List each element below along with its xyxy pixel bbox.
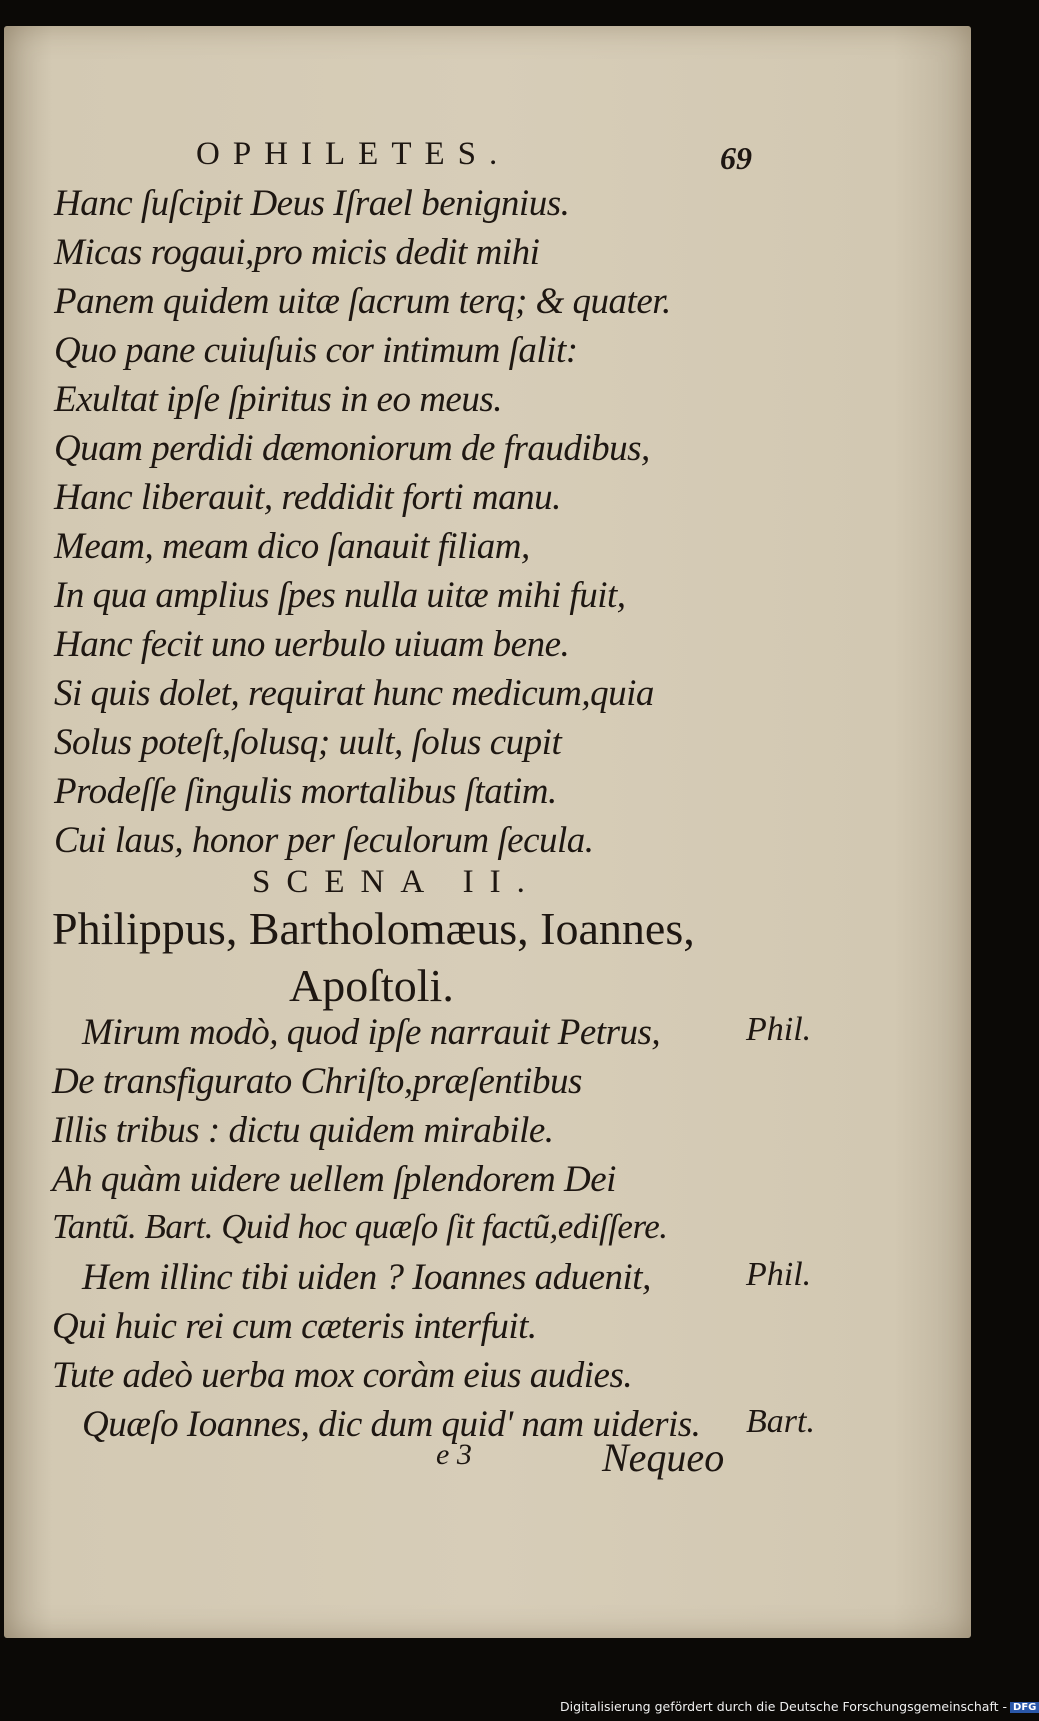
verse-line: Qui huic rei cum cæteris interfuit. [52,1306,537,1347]
catchword: Nequeo [602,1435,725,1480]
verse-line: Tute adeò uerba mox coràm eius audies. [52,1355,633,1396]
verse-line: Meam, meam dico ſanauit filiam, [54,526,530,567]
verse-line: Ah quàm uidere uellem ſplendorem Dei [52,1159,616,1200]
verse-line: Mirum modò, quod ipſe narrauit Petrus, [82,1012,661,1053]
verse-line: Illis tribus : dictu quidem mirabile. [52,1110,554,1151]
verse-line: Quo pane cuiuſuis cor intimum ſalit: [54,330,578,371]
speaker-label: Bart. [746,1403,815,1440]
speaker-label: Phil. [746,1256,812,1293]
page-number: 69 [720,140,752,176]
dramatis-personae-continued: Apoſtoli. [289,960,454,1011]
verse-line: Quæſo Ioannes, dic dum quid' nam uideris. [82,1404,701,1445]
dfg-logo: DFG [1010,1702,1039,1713]
verse-line: De transfigurato Chriſto,præſentibus [52,1061,582,1102]
verse-line: Si quis dolet, requirat hunc medicum,quia [54,673,654,714]
verse-line: Tantũ. Bart. Quid hoc quæſo ſit factũ,ediſſere. [52,1207,668,1246]
digitization-credit [560,1699,1037,1719]
verse-line: In qua amplius ſpes nulla uitæ mihi fuit, [54,575,626,616]
verse-line: Panem quidem uitæ ſacrum terq; & quater. [54,281,671,322]
verse-line: Hanc fecit uno uerbulo uiuam bene. [54,624,570,665]
signature-mark: e 3 [436,1438,472,1471]
verse-line: Solus poteſt,ſolusq; uult, ſolus cupit [54,722,562,763]
dramatis-personae: Philippus, Bartholomæus, Ioannes, [52,903,695,954]
book-page [4,26,971,1638]
verse-line: Hanc ſuſcipit Deus Iſrael benignius. [54,183,570,224]
running-title: OPHILETES. [196,136,511,172]
verse-line: Hanc liberauit, reddidit forti manu. [54,477,561,518]
credit-text: Digitalisierung gefördert durch die Deutsche Forschungsgemeinschaft - [560,1699,1008,1714]
page-header [4,136,971,186]
verse-line: Micas rogaui,pro micis dedit mihi [54,232,540,273]
scene-title: SCENA II. [252,864,541,900]
verse-line: Hem illinc tibi uiden ? Ioannes aduenit, [82,1257,651,1298]
verse-line: Quam perdidi dæmoniorum de fraudibus, [54,428,650,469]
verse-line: Cui laus, honor per ſeculorum ſecula. [54,820,594,861]
verse-line: Prodeſſe ſingulis mortalibus ſtatim. [54,771,557,812]
verse-line: Exultat ipſe ſpiritus in eo meus. [54,379,503,420]
speaker-label: Phil. [746,1011,812,1048]
